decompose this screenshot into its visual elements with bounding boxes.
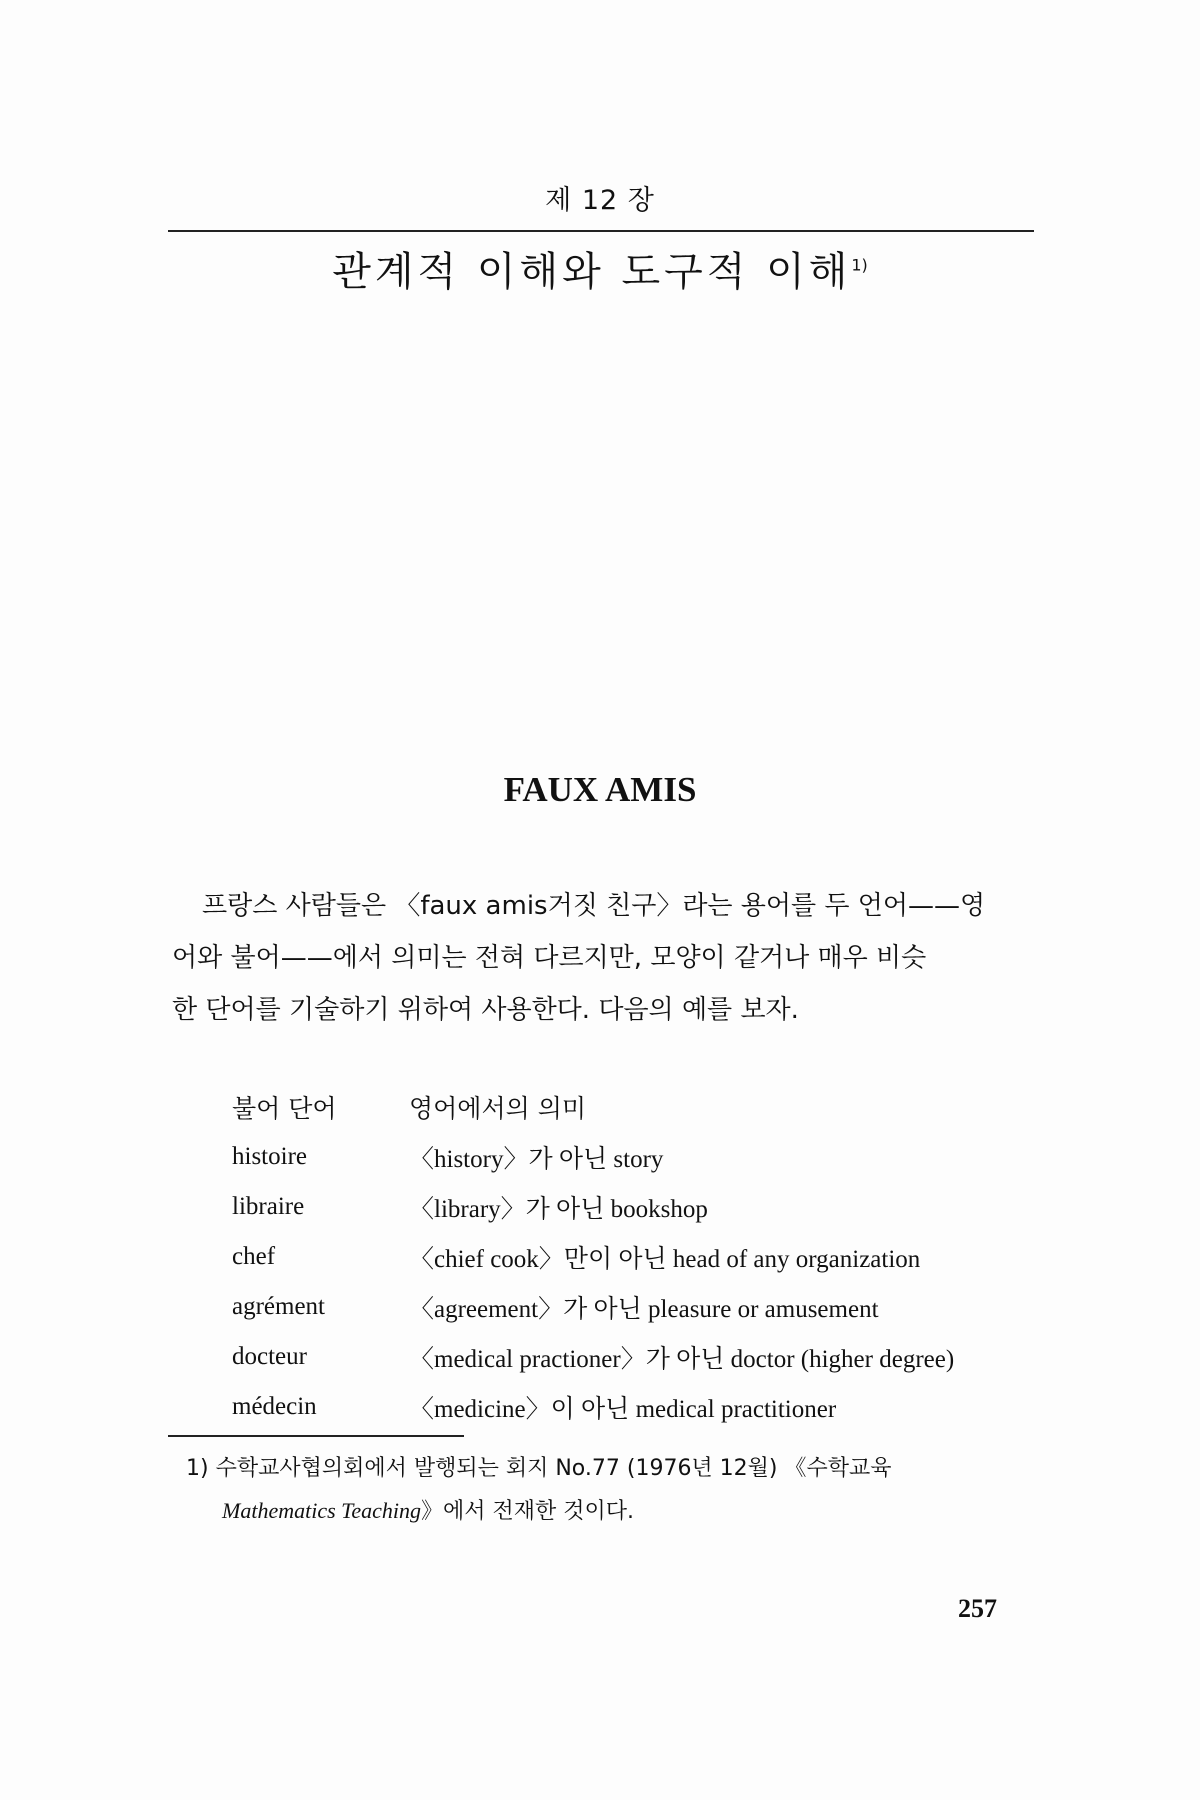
vocab-row <box>232 1232 1032 1282</box>
vocab-header-meaning: 영어에서의 의미 <box>409 1094 586 1123</box>
vocab-english-meaning: 〈chief cook〉만이 아닌 head of any organization <box>409 1246 921 1273</box>
footnote-divider <box>168 1435 464 1437</box>
chapter-title-text: 관계적 이해와 도구적 이해 <box>332 249 852 295</box>
vocab-english-meaning: 〈medicine〉이 아닌 medical practitioner <box>409 1396 837 1423</box>
chapter-title-footnote-ref: 1) <box>851 255 868 275</box>
intro-paragraph <box>172 880 1040 1036</box>
vocab-row <box>232 1382 1032 1432</box>
chapter-label: 제 12 장 <box>545 185 655 216</box>
vocab-english-meaning: 〈library〉가 아닌 bookshop <box>409 1196 708 1223</box>
vocab-english-meaning: 〈history〉가 아닌 story <box>409 1146 664 1173</box>
page-number: 257 <box>958 1594 997 1623</box>
vocab-row <box>232 1182 1032 1232</box>
chapter-title <box>0 240 1200 297</box>
vocab-row <box>232 1282 1032 1332</box>
vocab-english-meaning: 〈medical practioner〉가 아닌 doctor (higher degree) <box>409 1346 955 1373</box>
vocab-french-word: chef <box>232 1243 276 1270</box>
vocab-row <box>232 1132 1032 1182</box>
vocab-french-word: libraire <box>232 1193 305 1220</box>
vocab-header-french: 불어 단어 <box>232 1094 337 1123</box>
intro-line-1: 프랑스 사람들은 〈faux amis거짓 친구〉라는 용어를 두 언어——영 <box>202 891 986 921</box>
footnote <box>186 1448 1046 1533</box>
vocab-header-row <box>232 1082 1032 1132</box>
chapter-divider <box>168 230 1034 232</box>
vocab-row <box>232 1332 1032 1382</box>
intro-line-2: 어와 불어——에서 의미는 전혀 다르지만, 모양이 같거나 매우 비슷 <box>172 943 927 973</box>
section-heading: FAUX AMIS <box>503 770 697 809</box>
footnote-line-2 <box>186 1490 1046 1533</box>
footnote-journal-title: Mathematics Teaching <box>222 1498 421 1523</box>
vocab-french-word: docteur <box>232 1343 307 1370</box>
vocab-table <box>232 1082 1032 1432</box>
intro-line-3: 한 단어를 기술하기 위하여 사용한다. 다음의 예를 보자. <box>172 995 799 1025</box>
footnote-marker: 1) <box>186 1456 209 1481</box>
footnote-text: 수학교사협의회에서 발행되는 회지 No.77 (1976년 12월) 《수학교육 <box>215 1456 892 1481</box>
footnote-line-1 <box>186 1448 1046 1490</box>
vocab-english-meaning: 〈agreement〉가 아닌 pleasure or amusement <box>409 1296 879 1323</box>
vocab-french-word: agrément <box>232 1293 326 1320</box>
vocab-french-word: histoire <box>232 1143 307 1170</box>
footnote-suffix: 》에서 전재한 것이다. <box>421 1499 634 1524</box>
vocab-french-word: médecin <box>232 1393 317 1420</box>
